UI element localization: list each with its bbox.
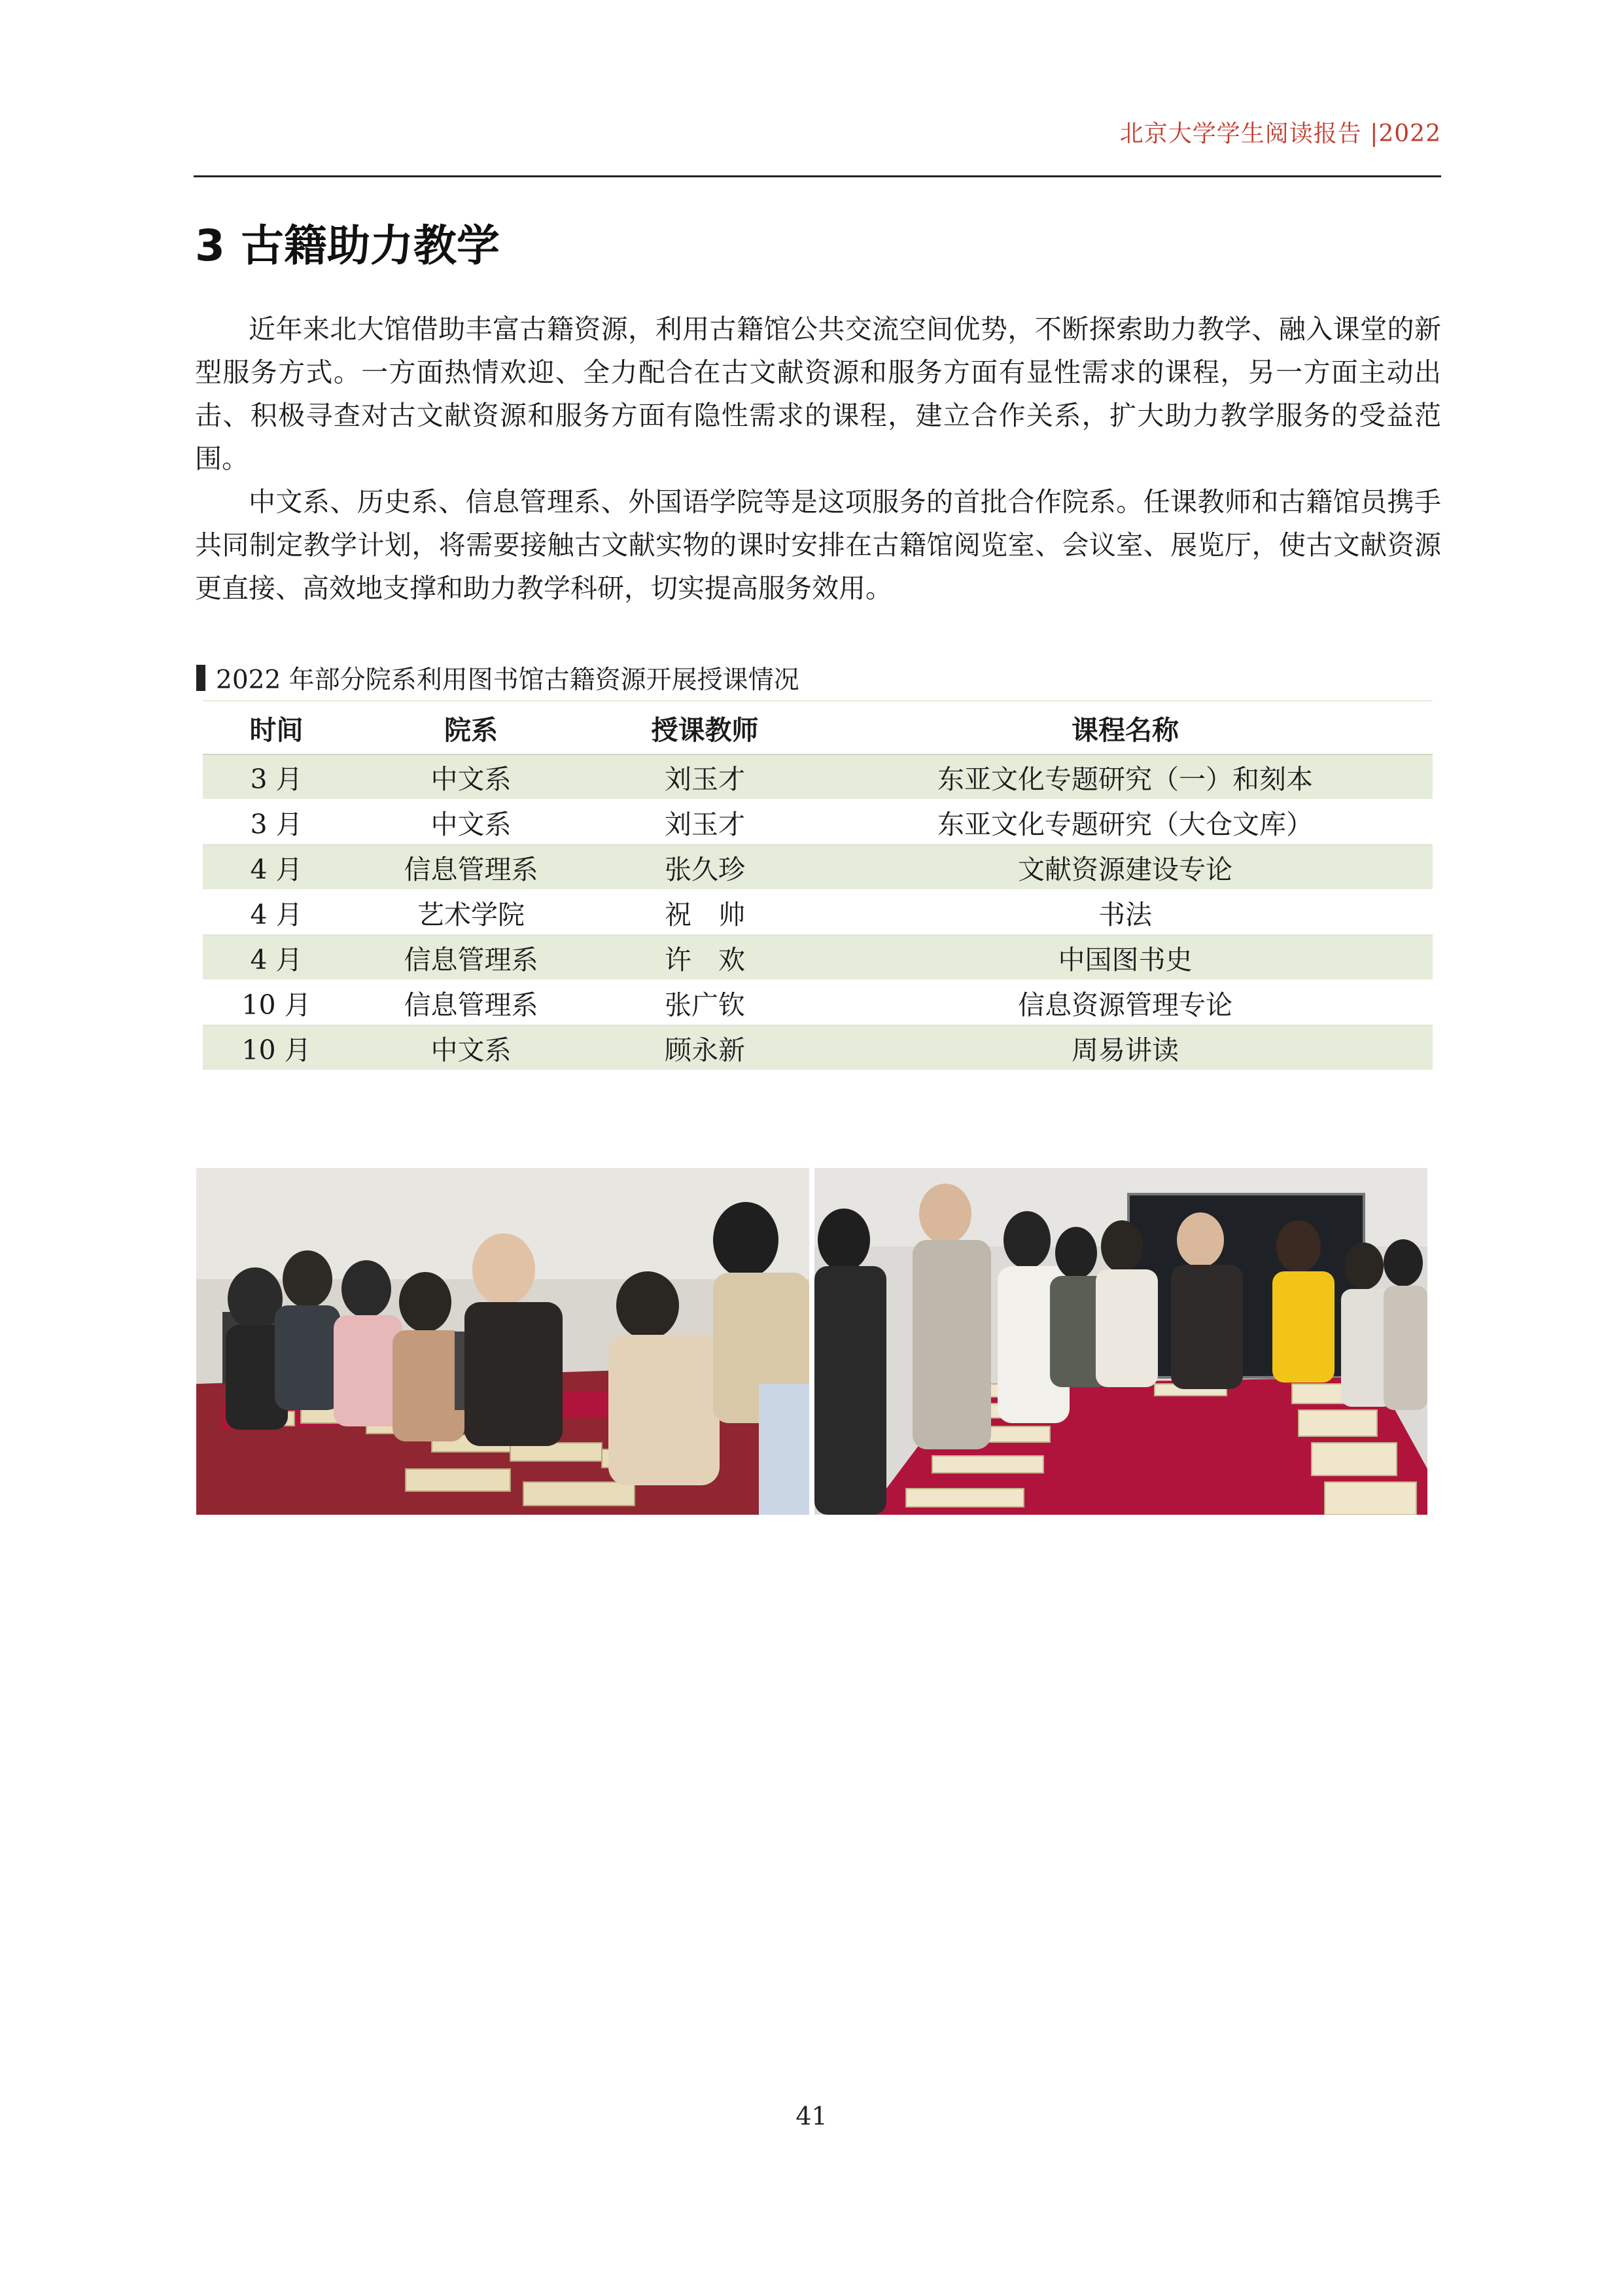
section-title xyxy=(195,211,500,273)
cell-department: 艺术学院 xyxy=(350,890,592,935)
cell-time: 4 月 xyxy=(203,845,350,890)
page-number: 41 xyxy=(795,2102,828,2130)
course-table xyxy=(203,700,1433,1071)
cell-department: 中文系 xyxy=(350,1025,592,1070)
cell-teacher: 张久珍 xyxy=(592,845,818,890)
photo-strip xyxy=(196,1168,1427,1515)
cell-time: 3 月 xyxy=(203,754,350,800)
cell-time: 4 月 xyxy=(203,890,350,935)
table-row xyxy=(203,1025,1433,1070)
table-row xyxy=(203,935,1433,980)
cell-department: 中文系 xyxy=(350,754,592,800)
running-header: 北京大学学生阅读报告 |2022 xyxy=(1119,120,1441,147)
cell-teacher: 祝 帅 xyxy=(592,890,818,935)
cell-time: 3 月 xyxy=(203,800,350,845)
table-caption xyxy=(196,660,799,696)
cell-time: 10 月 xyxy=(203,1025,350,1070)
section-number: 3 xyxy=(195,221,225,271)
section-title-text: 古籍助力教学 xyxy=(240,221,500,271)
cell-course: 文献资源建设专论 xyxy=(818,845,1433,890)
cell-course: 信息资源管理专论 xyxy=(818,980,1433,1025)
cell-time: 10 月 xyxy=(203,980,350,1025)
paragraph: 近年来北大馆借助丰富古籍资源，利用古籍馆公共交流空间优势，不断探索助力教学、融入课堂的新型服务方式。一方面热情欢迎、全力配合在古文献资源和服务方面有显性需求的课程，另一方面主动出击、积极寻查对古文献资源和服务方面有隐性需求的课程，建立合作关系，扩大助力教学服务的受益范围。 xyxy=(195,313,1441,474)
table-header-row xyxy=(203,701,1433,754)
cell-teacher: 刘玉才 xyxy=(592,754,818,800)
cell-teacher: 张广钦 xyxy=(592,980,818,1025)
cell-teacher: 顾永新 xyxy=(592,1025,818,1070)
cell-course: 周易讲读 xyxy=(818,1025,1433,1070)
table-caption-text: 2022 年部分院系利用图书馆古籍资源开展授课情况 xyxy=(216,665,799,695)
table-row xyxy=(203,800,1433,845)
cell-course: 东亚文化专题研究（大仓文库） xyxy=(818,800,1433,845)
cell-course: 书法 xyxy=(818,890,1433,935)
photo-divider xyxy=(809,1168,814,1515)
table-row xyxy=(203,890,1433,935)
header-rule xyxy=(194,175,1441,177)
cell-time: 4 月 xyxy=(203,935,350,980)
header-department: 院系 xyxy=(350,701,592,754)
table-row xyxy=(203,980,1433,1025)
header-teacher: 授课教师 xyxy=(592,701,818,754)
table-row xyxy=(203,845,1433,890)
class-photo-right xyxy=(814,1168,1427,1515)
cell-course: 中国图书史 xyxy=(818,935,1433,980)
body-text xyxy=(195,308,1441,610)
cell-teacher: 刘玉才 xyxy=(592,800,818,845)
cell-department: 中文系 xyxy=(350,800,592,845)
cell-course: 东亚文化专题研究（一）和刻本 xyxy=(818,754,1433,800)
class-photo-left xyxy=(196,1168,809,1515)
table-row xyxy=(203,754,1433,800)
cell-department: 信息管理系 xyxy=(350,980,592,1025)
cell-department: 信息管理系 xyxy=(350,845,592,890)
cell-department: 信息管理系 xyxy=(350,935,592,980)
cell-teacher: 许 欢 xyxy=(592,935,818,980)
caption-bar-icon xyxy=(196,665,205,691)
header-time: 时间 xyxy=(203,701,350,754)
header-course: 课程名称 xyxy=(818,701,1433,754)
paragraph: 中文系、历史系、信息管理系、外国语学院等是这项服务的首批合作院系。任课教师和古籍馆员携手共同制定教学计划，将需要接触古文献实物的课时安排在古籍馆阅览室、会议室、展览厅，使古文献资源更直接、高效地支撑和助力教学科研，切实提高服务效用。 xyxy=(195,486,1441,604)
